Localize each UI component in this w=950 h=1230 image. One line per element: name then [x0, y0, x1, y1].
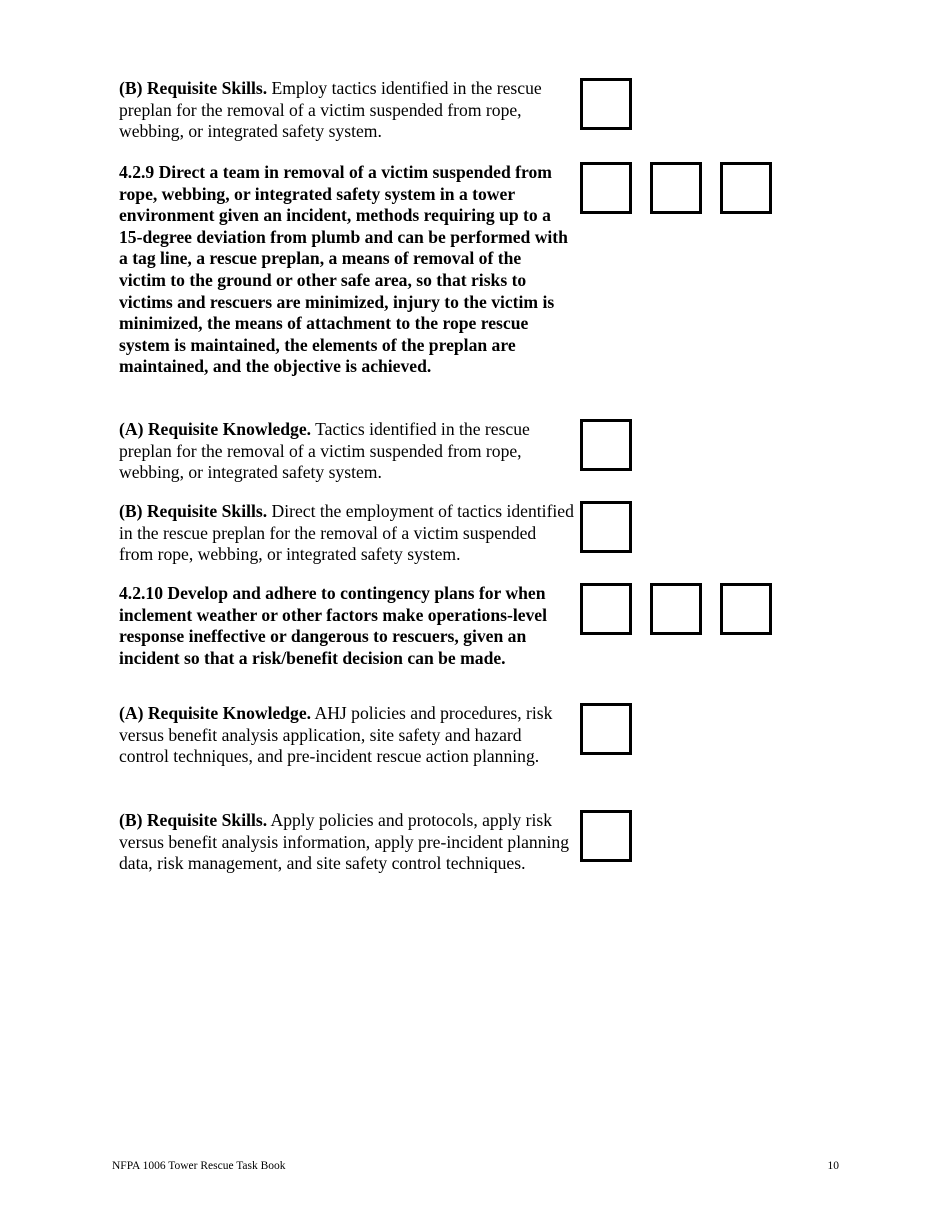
paragraph-text: Apply policies and protocols, apply risk versus benefit analysis information, apply pre-incident planning data, risk management, and site safety control techniques.	[119, 810, 569, 874]
signoff-checkbox[interactable]	[720, 583, 772, 635]
checkbox-group	[580, 583, 790, 635]
paragraph-lead: (B) Requisite Skills.	[119, 810, 268, 830]
knowledge-paragraph-4-2-9	[119, 419, 569, 484]
signoff-checkbox[interactable]	[580, 583, 632, 635]
paragraph-text: Employ tactics identified in the rescue preplan for the removal of a victim suspended from rope, webbing, or integrated safety system.	[119, 78, 542, 142]
paragraph-text: Tactics identified in the rescue preplan for the removal of a victim suspended from rope, webbing, or integrated safety system.	[119, 419, 530, 483]
signoff-checkbox[interactable]	[720, 162, 772, 214]
signoff-checkbox[interactable]	[650, 162, 702, 214]
paragraph-lead: (B) Requisite Skills.	[119, 501, 268, 521]
signoff-checkbox[interactable]	[580, 162, 632, 214]
signoff-checkbox[interactable]	[580, 78, 632, 130]
signoff-checkbox[interactable]	[650, 583, 702, 635]
jpr-heading-text: 4.2.9 Direct a team in removal of a victim suspended from rope, webbing, or integrated safety system in a tower environment given an incident, methods requiring up to a 15-degree deviation from plumb and can be performed with a tag line, a rescue preplan, a means of removal of the victim to the ground or other safe area, so that risks to victims and rescuers are minimized, injury to the victim is minimized, the means of attachment to the rope rescue system is maintained, the elements of the preplan are maintained, and the objective is achieved.	[119, 162, 568, 377]
signoff-checkbox[interactable]	[580, 703, 632, 755]
skills-paragraph-4-2-9	[119, 501, 574, 566]
signoff-checkbox[interactable]	[580, 419, 632, 471]
page-number: 10	[827, 1160, 839, 1172]
checkbox-group	[580, 501, 650, 553]
checkbox-group	[580, 162, 790, 214]
jpr-heading-4-2-9	[119, 162, 569, 378]
footer-title: NFPA 1006 Tower Rescue Task Book	[112, 1160, 286, 1172]
paragraph-text: Direct the employment of tactics identified in the rescue preplan for the removal of a victim suspended from rope, webbing, or integrated safety system.	[119, 501, 574, 565]
jpr-heading-4-2-10	[119, 583, 569, 669]
paragraph-lead: (B) Requisite Skills.	[119, 78, 268, 98]
paragraph-text: AHJ policies and procedures, risk versus benefit analysis application, site safety and hazard control techniques, and pre-incident rescue action planning.	[119, 703, 553, 767]
signoff-checkbox[interactable]	[580, 810, 632, 862]
paragraph-lead: (A) Requisite Knowledge.	[119, 419, 312, 439]
jpr-heading-text: 4.2.10 Develop and adhere to contingency plans for when inclement weather or other factors make operations-level response ineffective or dangerous to rescuers, given an incident so that a risk/benefit decision can be made.	[119, 583, 548, 668]
checkbox-group	[580, 810, 650, 862]
knowledge-paragraph-4-2-10	[119, 703, 569, 768]
skills-paragraph-4-2-8	[119, 78, 569, 143]
paragraph-lead: (A) Requisite Knowledge.	[119, 703, 312, 723]
signoff-checkbox[interactable]	[580, 501, 632, 553]
skills-paragraph-4-2-10	[119, 810, 569, 875]
checkbox-group	[580, 419, 650, 471]
checkbox-group	[580, 703, 650, 755]
checkbox-group	[580, 78, 650, 130]
